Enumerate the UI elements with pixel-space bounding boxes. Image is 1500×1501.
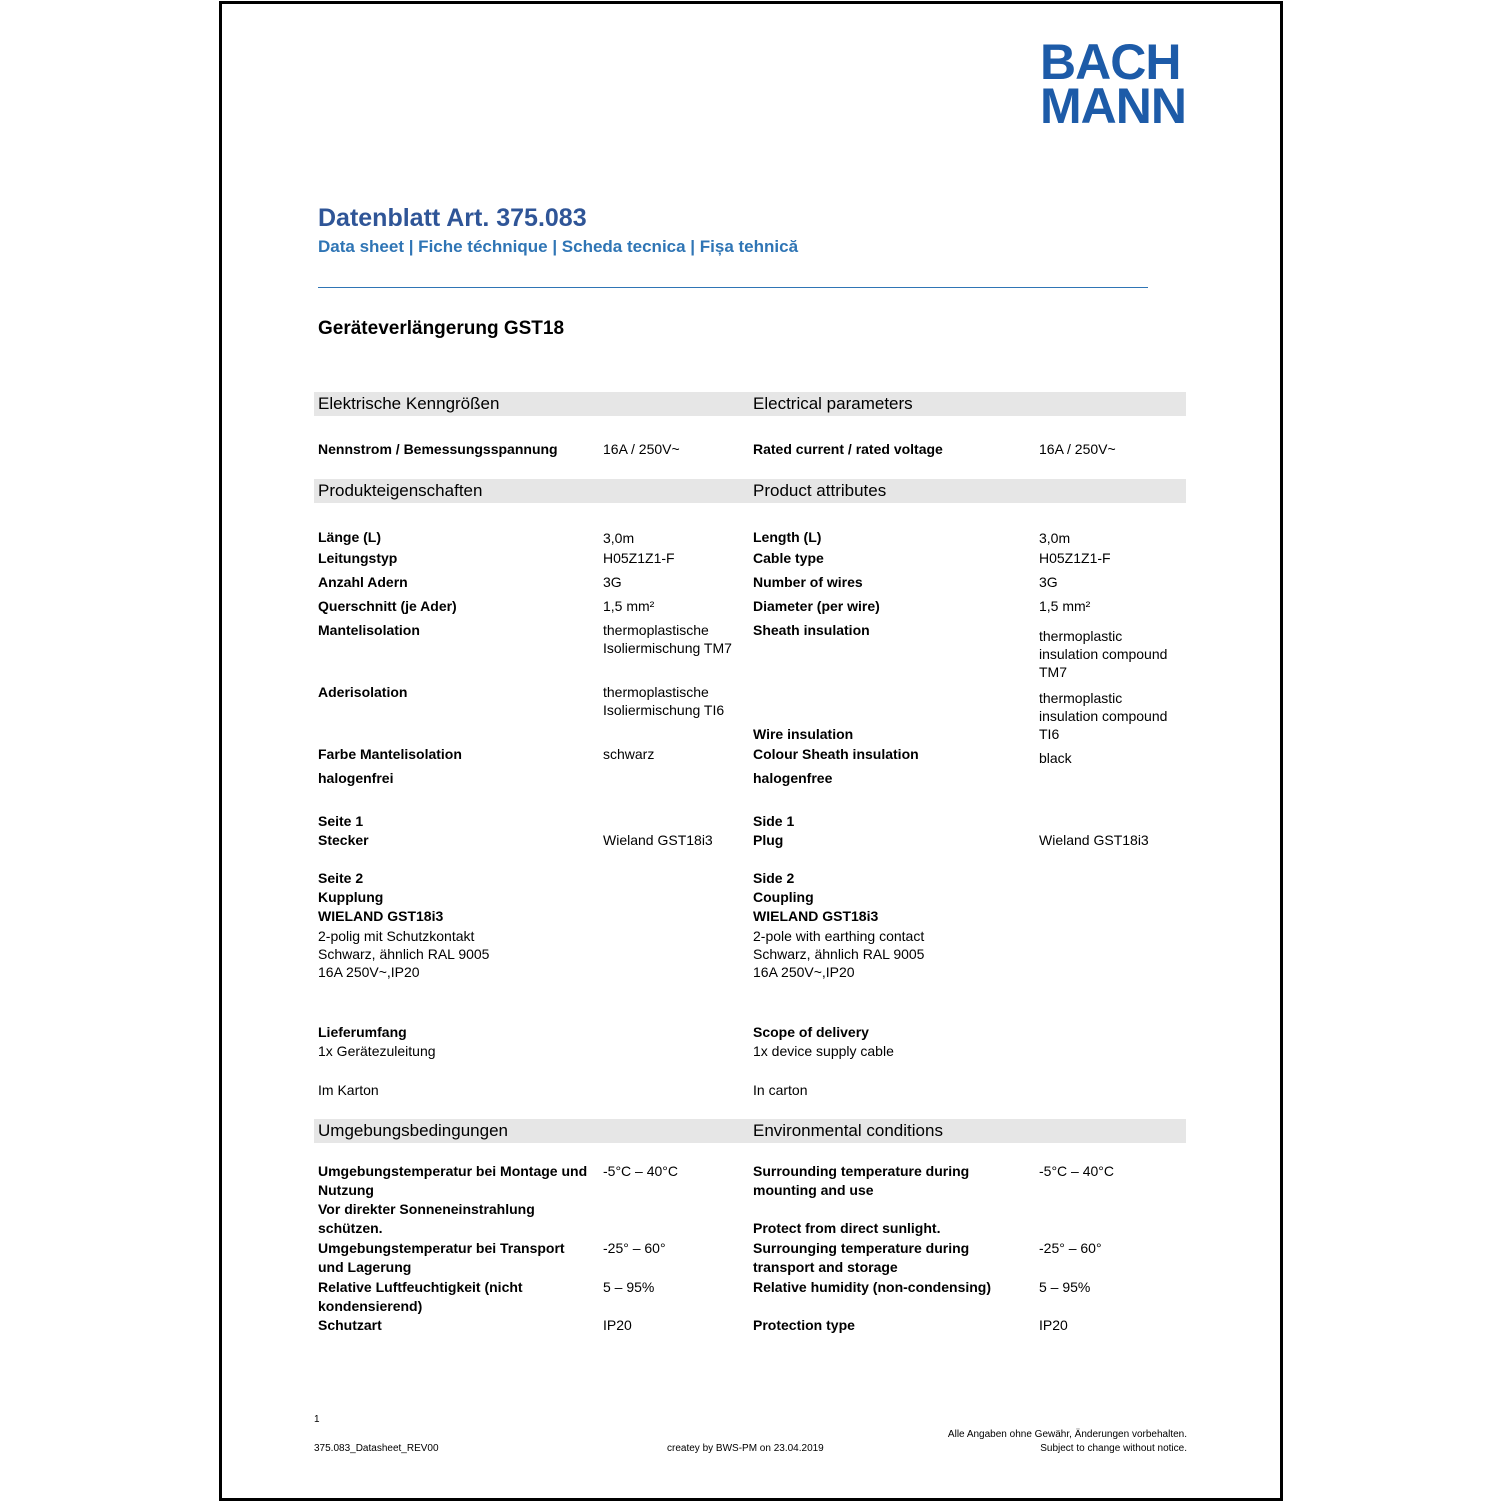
- value-temp-transport-en: -25° – 60°: [1039, 1240, 1102, 1256]
- logo-line-1: BACH: [1040, 34, 1181, 90]
- side1-value-en: Wieland GST18i3: [1039, 832, 1149, 848]
- side2-line3-de: 16A 250V~,IP20: [318, 964, 420, 980]
- label-wires-de: Anzahl Adern: [318, 574, 408, 590]
- page-title: Datenblatt Art. 375.083: [318, 204, 587, 232]
- section-title-en: Electrical parameters: [753, 394, 913, 413]
- side2-label-en: Coupling: [753, 889, 814, 905]
- delivery-pack-en: In carton: [753, 1082, 808, 1098]
- product-name: Geräteverlängerung GST18: [318, 318, 565, 339]
- value-cross-section-de: 1,5 mm²: [603, 598, 655, 614]
- label-wire-insulation-de: Aderisolation: [318, 684, 408, 700]
- label-sun-en: Protect from direct sunlight.: [753, 1220, 941, 1236]
- label-colour-de: Farbe Mantelisolation: [318, 746, 462, 762]
- section-title-en: Product attributes: [753, 481, 887, 500]
- section-title-de: Produkteigenschaften: [318, 481, 483, 500]
- value-rated-de: 16A / 250V~: [603, 441, 680, 457]
- label-humidity-de-2: kondensierend): [318, 1298, 423, 1314]
- label-sun-de-2: schützen.: [318, 1220, 383, 1236]
- label-protection-en: Protection type: [753, 1317, 855, 1333]
- value-wire-insulation-en-1: thermoplastic: [1039, 690, 1123, 706]
- label-temp-use-en-1: Surrounding temperature during: [753, 1163, 970, 1179]
- label-cross-section-en: Diameter (per wire): [753, 598, 880, 614]
- label-sun-de-1: Vor direkter Sonneneinstrahlung: [318, 1201, 535, 1217]
- label-cable-type-en: Cable type: [753, 550, 824, 566]
- label-halogen-en: halogenfree: [753, 770, 833, 786]
- value-cable-type-de: H05Z1Z1-F: [603, 550, 675, 566]
- label-protection-de: Schutzart: [318, 1317, 382, 1333]
- value-sheath-en-1: thermoplastic: [1039, 628, 1123, 644]
- value-wire-insulation-de-2: Isoliermischung TI6: [603, 702, 725, 718]
- value-temp-transport-de: -25° – 60°: [603, 1240, 666, 1256]
- section-header-electrical: [314, 392, 1186, 416]
- footer-doc-id: 375.083_Datasheet_REV00: [314, 1443, 439, 1454]
- side2-line2-en: Schwarz, ähnlich RAL 9005: [753, 946, 925, 962]
- side1-label-de: Stecker: [318, 832, 369, 848]
- side2-line2-de: Schwarz, ähnlich RAL 9005: [318, 946, 490, 962]
- section-header-attributes: [314, 479, 1186, 503]
- section-title-de: Umgebungsbedingungen: [318, 1121, 508, 1140]
- side1-label-en: Plug: [753, 832, 784, 848]
- label-humidity-de-1: Relative Luftfeuchtigkeit (nicht: [318, 1279, 523, 1295]
- label-temp-transport-en-2: transport and storage: [753, 1259, 898, 1275]
- side2-line1-en: 2-pole with earthing contact: [753, 928, 925, 944]
- value-wire-insulation-en-2: insulation compound: [1039, 708, 1168, 724]
- page-subtitle: Data sheet | Fiche téchnique | Scheda tecnica | Fișa tehnică: [318, 237, 799, 256]
- label-cable-type-de: Leitungstyp: [318, 550, 398, 566]
- value-colour-en: black: [1039, 750, 1072, 766]
- label-halogen-de: halogenfrei: [318, 770, 394, 786]
- delivery-pack-de: Im Karton: [318, 1082, 379, 1098]
- label-rated-en: Rated current / rated voltage: [753, 441, 943, 457]
- side2-line3-en: 16A 250V~,IP20: [753, 964, 855, 980]
- value-length-de: 3,0m: [603, 530, 635, 546]
- label-temp-use-de-1: Umgebungstemperatur bei Montage und: [318, 1163, 588, 1179]
- value-length-en: 3,0m: [1039, 530, 1071, 546]
- value-cable-type-en: H05Z1Z1-F: [1039, 550, 1111, 566]
- side2-title-de: Seite 2: [318, 870, 364, 886]
- delivery-item-en: 1x device supply cable: [753, 1043, 894, 1059]
- label-length-en: Length (L): [753, 529, 822, 545]
- label-sheath-en: Sheath insulation: [753, 622, 870, 638]
- section-title-en: Environmental conditions: [753, 1121, 943, 1140]
- delivery-title-en: Scope of delivery: [753, 1024, 869, 1040]
- value-wire-insulation-en-3: TI6: [1039, 726, 1060, 742]
- side2-label-de: Kupplung: [318, 889, 384, 905]
- side1-title-de: Seite 1: [318, 813, 364, 829]
- footer-disclaimer-de: Alle Angaben ohne Gewähr, Änderungen vorbehalten.: [947, 1429, 1187, 1440]
- delivery-item-de: 1x Gerätezuleitung: [318, 1043, 436, 1059]
- side2-brand-de: WIELAND GST18i3: [318, 908, 444, 924]
- value-sheath-en-3: TM7: [1039, 664, 1067, 680]
- value-wire-insulation-de-1: thermoplastische: [603, 684, 709, 700]
- value-temp-use-en: -5°C – 40°C: [1039, 1163, 1115, 1179]
- section-header-environment: [314, 1119, 1186, 1143]
- label-sheath-de: Mantelisolation: [318, 622, 420, 638]
- label-temp-transport-de-2: und Lagerung: [318, 1259, 412, 1275]
- value-sheath-de-1: thermoplastische: [603, 622, 709, 638]
- value-cross-section-en: 1,5 mm²: [1039, 598, 1091, 614]
- side2-brand-en: WIELAND GST18i3: [753, 908, 879, 924]
- value-rated-en: 16A / 250V~: [1039, 441, 1116, 457]
- section-title-de: Elektrische Kenngrößen: [318, 394, 500, 413]
- delivery-title-de: Lieferumfang: [318, 1024, 407, 1040]
- side2-title-en: Side 2: [753, 870, 795, 886]
- label-temp-transport-en-1: Surrounging temperature during: [753, 1240, 970, 1256]
- value-sheath-de-2: Isoliermischung TM7: [603, 640, 732, 656]
- label-humidity-en: Relative humidity (non-condensing): [753, 1279, 992, 1295]
- value-colour-de: schwarz: [603, 746, 655, 762]
- value-wires-en: 3G: [1039, 574, 1058, 590]
- label-temp-transport-de-1: Umgebungstemperatur bei Transport: [318, 1240, 565, 1256]
- value-protection-en: IP20: [1039, 1317, 1068, 1333]
- header-divider: [318, 287, 1148, 288]
- label-temp-use-en-2: mounting and use: [753, 1182, 874, 1198]
- logo-line-2: MANN: [1040, 78, 1186, 134]
- value-temp-use-de: -5°C – 40°C: [603, 1163, 679, 1179]
- label-rated-de: Nennstrom / Bemessungsspannung: [318, 441, 558, 457]
- value-sheath-en-2: insulation compound: [1039, 646, 1168, 662]
- side1-value-de: Wieland GST18i3: [603, 832, 713, 848]
- value-wires-de: 3G: [603, 574, 622, 590]
- label-temp-use-de-2: Nutzung: [318, 1182, 374, 1198]
- label-length-de: Länge (L): [318, 529, 381, 545]
- label-wires-en: Number of wires: [753, 574, 863, 590]
- value-humidity-en: 5 – 95%: [1039, 1279, 1091, 1295]
- side2-line1-de: 2-polig mit Schutzkontakt: [318, 928, 475, 944]
- label-wire-insulation-en: Wire insulation: [753, 726, 854, 742]
- bachmann-logo: [1040, 34, 1186, 134]
- page-number: 1: [314, 1414, 320, 1425]
- footer-created: createy by BWS-PM on 23.04.2019: [667, 1443, 824, 1454]
- footer-disclaimer-en: Subject to change without notice.: [1040, 1443, 1187, 1454]
- side1-title-en: Side 1: [753, 813, 795, 829]
- value-protection-de: IP20: [603, 1317, 632, 1333]
- value-humidity-de: 5 – 95%: [603, 1279, 655, 1295]
- label-colour-en: Colour Sheath insulation: [753, 746, 919, 762]
- label-cross-section-de: Querschnitt (je Ader): [318, 598, 457, 614]
